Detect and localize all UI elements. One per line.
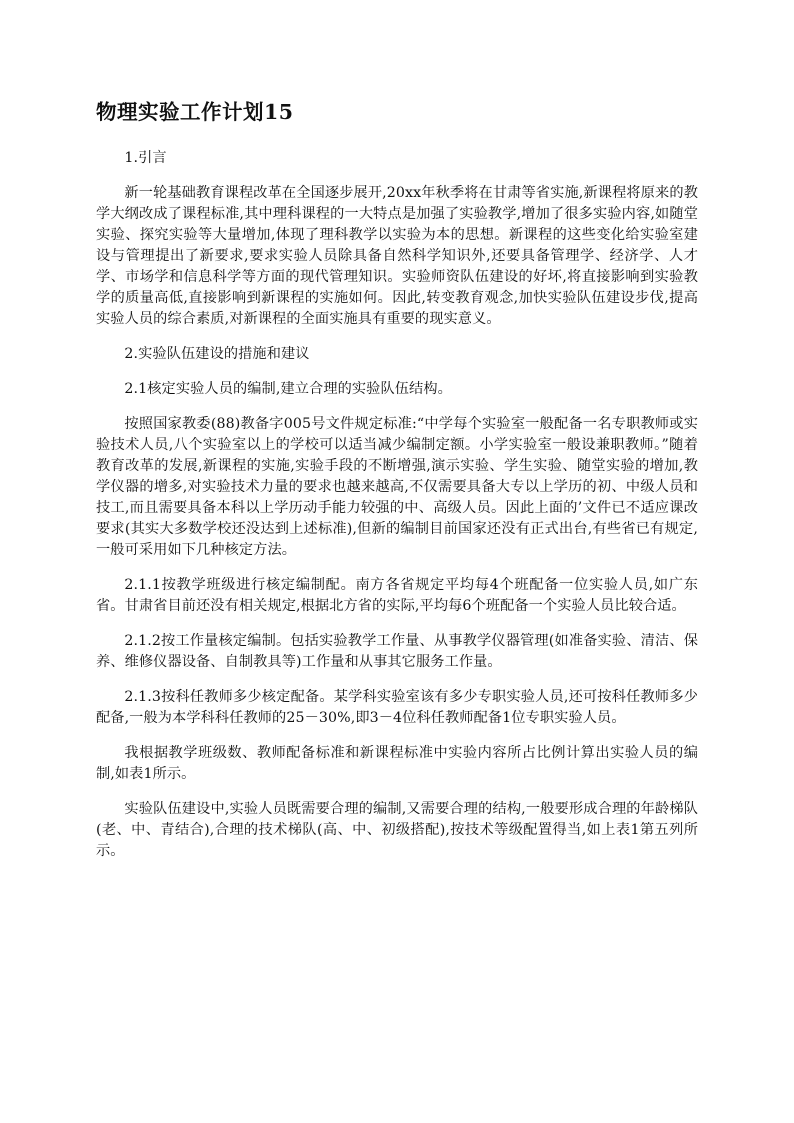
spacer: [96, 365, 698, 379]
paragraph-2-1-1: 2.1.1按教学班级进行核定编制配。南方各省规定平均每4个班配备一位实验人员,如广东省。甘肃省目前还没有相关规定,根据北方省的实际,平均每6个班配备一个实验人员比较合适。: [96, 577, 698, 614]
spacer: [96, 330, 698, 344]
spacer: [96, 785, 698, 799]
spacer: [96, 673, 698, 687]
paragraph-staffing-calculation: 我根据教学班级数、教师配备标准和新课程标准中实验内容所占比例计算出实验人员的编制,如表1所示。: [96, 745, 698, 782]
document-page: [96, 96, 698, 862]
spacer: [96, 617, 698, 631]
paragraph-staffing-standard: 按照国家教委(88)教备字005号文件规定标准:“中学每个实验室一般配备一名专职教师或实验技术人员,八个实验室以上的学校可以适当减少编制定额。小学实验室一般设兼职教师。”随着教育改革的发展,新课程的实施,实验手段的不断增强,演示实验、学生实验、随堂实验的增加,教学仪器的增多,对实验技术力量的要求也越来越高,不仅需要具备大专以上学历的初、中级人员和技工,而且需要具备本科以上学历动手能力较强的中、高级人员。因此上面的’文件已不适应课改要求(其实大多数学校还没达到上述标准),但新的编制目前国家还没有正式出台,有些省已有规定,一般可采用如下几种核定方法。: [96, 416, 698, 558]
spacer: [96, 169, 698, 183]
spacer: [96, 561, 698, 575]
section-heading-measures: 2.实验队伍建设的措施和建议: [124, 346, 310, 362]
document-title: 物理实验工作计划15: [96, 100, 294, 124]
paragraph-2-1-3: 2.1.3按科任教师多少核定配备。某学科实验室该有多少专职实验人员,还可按科任教师多少配备,一般为本学科科任教师的25－30%,即3－4位科任教师配备1位专职实验人员。: [96, 689, 698, 726]
paragraph-team-structure: 实验队伍建设中,实验人员既需要合理的编制,又需要合理的结构,一般要形成合理的年龄梯队(老、中、青结合),合理的技术梯队(高、中、初级搭配),按技术等级配置得当,如上表1第五列所示。: [96, 801, 698, 859]
paragraph-2-1-2: 2.1.2按工作量核定编制。包括实验教学工作量、从事教学仪器管理(如准备实验、清洁、保养、维修仪器设备、自制教具等)工作量和从事其它服务工作量。: [96, 633, 698, 670]
spacer: [96, 400, 698, 414]
spacer: [96, 729, 698, 743]
subsection-heading-2-1: 2.1核定实验人员的编制,建立合理的实验队伍结构。: [124, 381, 452, 397]
paragraph-introduction-body: 新一轮基础教育课程改革在全国逐步展开,20xx年秋季将在甘肃等省实施,新课程将原来的教学大纲改成了课程标准,其中理科课程的一大特点是加强了实验教学,增加了很多实验内容,如随堂实验、探究实验等大量增加,体现了理科教学以实验为本的思想。新课程的这些变化给实验室建设与管理提出了新要求,要求实验人员除具备自然科学知识外,还要具备管理学、经济学、人才学、市场学和信息科学等方面的现代管理知识。实验师资队伍建设的好坏,将直接影响到实验教学的质量高低,直接影响到新课程的实施如何。因此,转变教育观念,加快实验队伍建设步伐,提高实验人员的综合素质,对新课程的全面实施具有重要的现实意义。: [96, 185, 698, 327]
spacer: [96, 128, 698, 148]
section-heading-introduction: 1.引言: [124, 150, 167, 166]
